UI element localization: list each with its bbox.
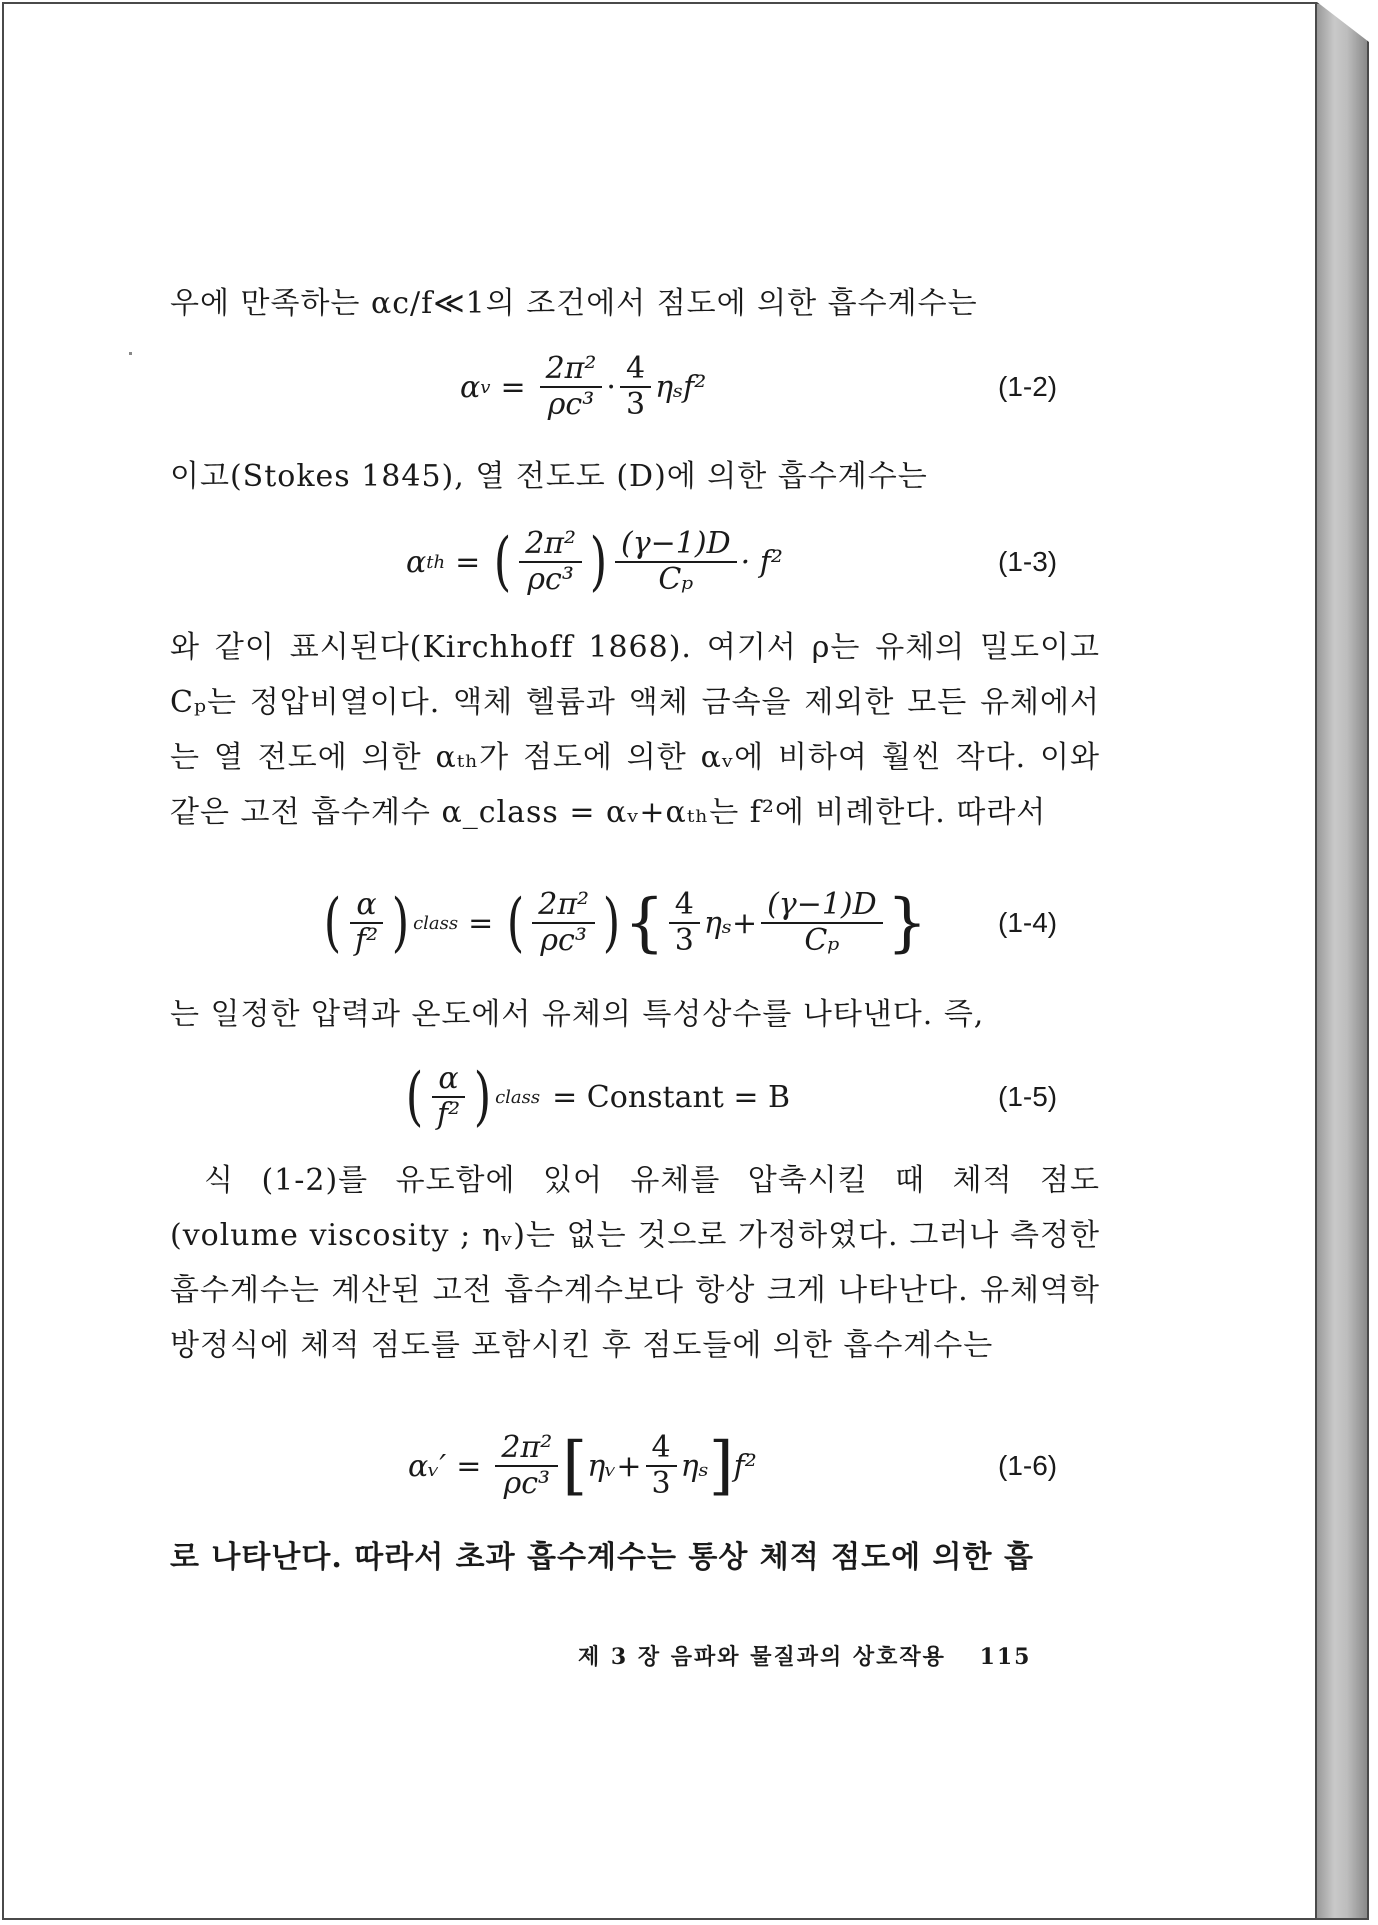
eq4-fraction-3 [761, 888, 883, 958]
paragraph-kirchhoff: 와 같이 표시된다(Kirchhoff 1868). 여기서 ρ는 유체의 밀도이고 Cₚ는 정압비열이다. 액체 헬륨과 액체 금속을 제외한 모든 유체에서는 열 전도에 의한 αₜₕ가 점도에 의한 αᵥ에 비하여 훨씬 작다. 이와 같은 고전 흡수계수 α_class = αᵥ+αₜₕ는 f²에 비례한다. 따라서 [170, 630, 1100, 830]
eq4-fraction-0 [349, 888, 384, 958]
equation-1-6 [4, 1421, 1319, 1511]
eq5-fraction-0 [431, 1062, 466, 1132]
equation-1-5 [4, 1052, 1319, 1142]
chapter-title: 제 3 장 음파와 물질과의 상호작용 [578, 1644, 946, 1670]
eq5-num0: α [432, 1062, 464, 1098]
eq3-den2: Cₚ [658, 562, 694, 597]
eq2-mid: · [606, 369, 616, 405]
eq5-lhs-sub: class [495, 1086, 541, 1108]
eq6-num2: 4 [646, 1431, 677, 1467]
eq2-tail: ηₛf² [655, 369, 707, 405]
right-paren: ) [391, 886, 410, 960]
eq3-tail: · f² [740, 544, 783, 580]
equation-1-2-body [460, 342, 706, 432]
eq3-fraction-2 [615, 527, 737, 597]
eq4-den0: f² [354, 923, 379, 958]
eq2-num2: 4 [620, 352, 651, 388]
eq4-num0: α [350, 888, 382, 924]
left-paren: ( [405, 1060, 424, 1134]
right-paren: ) [473, 1060, 492, 1134]
paragraph-excess: 로 나타난다. 따라서 초과 흡수계수는 통상 체적 점도에 의한 흡 [170, 1540, 1034, 1575]
eq3-lhs-sub: th [426, 551, 446, 573]
equation-1-4-body [320, 878, 927, 968]
book-page [2, 2, 1317, 1920]
eq2-fraction-2 [620, 352, 651, 422]
left-paren: ( [507, 886, 525, 960]
equation-1-3-body [406, 517, 783, 607]
paragraph-constant: 는 일정한 압력과 온도에서 유체의 특성상수를 나타낸다. 즉, [170, 997, 985, 1032]
equals-sign: = [468, 905, 494, 941]
eq4-number: (1-4) [998, 907, 1058, 938]
eq6-number: (1-6) [998, 1450, 1058, 1481]
equation-1-3 [4, 517, 1319, 607]
eq5-number: (1-5) [998, 1081, 1058, 1112]
eq6-inner-a: ηᵥ+ [587, 1448, 642, 1484]
eq3-num1: 2π² [519, 527, 582, 563]
equation-1-2 [4, 342, 1319, 432]
eq4-mid: ηₛ+ [703, 905, 758, 941]
eq4-lhs-sub: class [413, 912, 459, 934]
right-bracket: ] [708, 1429, 734, 1503]
eq2-lhs: α [460, 369, 481, 405]
eq3-lhs: α [406, 544, 427, 580]
right-paren: ) [602, 886, 621, 960]
paragraph-volume-viscosity: 식 (1-2)를 유도함에 있어 유체를 압축시킬 때 체적 점도 (volume viscosity ; ηᵥ)는 없는 것으로 가정하였다. 그러나 측정한 흡수계수는 계산된 고전 흡수계수보다 항상 크게 나타난다. 유체역학 방정식에 체적 점도를 포함시킨 후 점도들에 의한 흡수계수는 [170, 1163, 1100, 1363]
eq2-fraction-1 [540, 352, 603, 422]
left-brace: { [624, 886, 665, 960]
equals-sign: = [456, 1448, 482, 1484]
left-bracket: [ [562, 1429, 588, 1503]
left-paren: ( [323, 886, 342, 960]
eq4-den3: Cₚ [804, 923, 840, 958]
eq3-fraction-1 [519, 527, 582, 597]
eq3-num2: (γ−1)D [615, 527, 737, 563]
eq4-fraction-1 [532, 888, 595, 958]
eq4-num3: (γ−1)D [761, 888, 883, 924]
equals-sign: = [500, 369, 526, 405]
eq2-den1: ρc³ [547, 387, 595, 422]
eq6-den2: 3 [651, 1466, 671, 1501]
right-brace: } [886, 886, 928, 960]
eq6-fraction-2 [646, 1431, 677, 1501]
right-paren: ) [589, 525, 608, 599]
page-number: 115 [979, 1644, 1032, 1670]
page-footer [578, 1640, 1032, 1671]
eq4-den1: ρc³ [540, 923, 587, 958]
eq6-lhs: αᵥ′ [408, 1448, 447, 1484]
book-spine [1317, 2, 1369, 1920]
eq6-den1: ρc³ [503, 1466, 551, 1501]
eq2-den2: 3 [625, 387, 646, 422]
eq6-fraction-1 [495, 1431, 558, 1501]
eq4-num2: 4 [669, 888, 700, 924]
eq4-num1: 2π² [532, 888, 595, 924]
eq6-inner-b: ηₛ [680, 1448, 709, 1484]
eq5-rhs: = Constant = B [552, 1079, 791, 1115]
eq6-tail: f² [733, 1448, 757, 1484]
eq2-number: (1-2) [998, 371, 1058, 402]
equals-sign: = [455, 544, 481, 580]
eq6-num1: 2π² [495, 1431, 558, 1467]
eq2-lhs-sub: v [480, 376, 491, 398]
eq3-den1: ρc³ [527, 562, 574, 597]
eq2-num1: 2π² [540, 352, 603, 388]
equation-1-6-body [408, 1421, 757, 1511]
eq5-den0: f² [436, 1097, 461, 1132]
eq4-den2: 3 [674, 923, 694, 958]
equation-1-4 [4, 878, 1319, 968]
left-paren: ( [493, 525, 512, 599]
eq4-fraction-2 [669, 888, 700, 958]
equation-1-5-body [402, 1052, 790, 1142]
paragraph-intro: 우에 만족하는 αc/f≪1의 조건에서 점도에 의한 흡수계수는 [170, 286, 978, 321]
eq3-number: (1-3) [998, 546, 1058, 577]
paragraph-stokes: 이고(Stokes 1845), 열 전도도 (D)에 의한 흡수계수는 [170, 459, 928, 494]
